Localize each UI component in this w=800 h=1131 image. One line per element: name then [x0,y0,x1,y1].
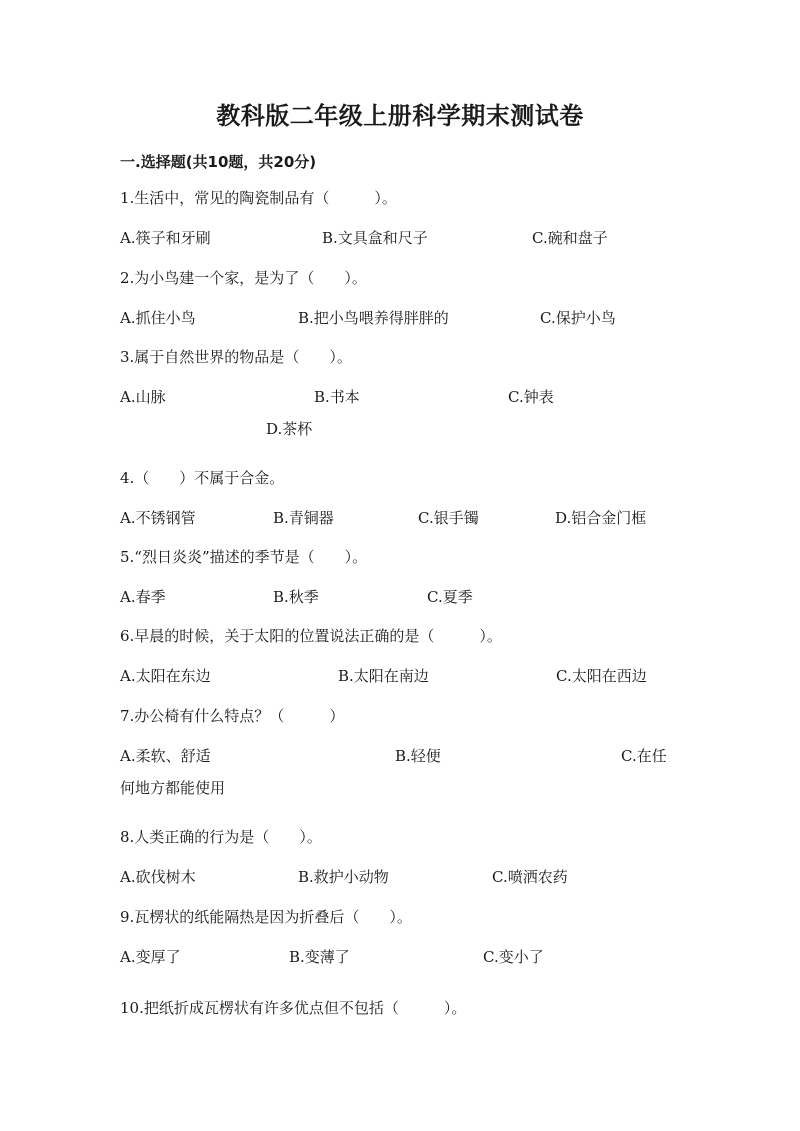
q7-option-c: C.在任 [621,747,667,765]
q6-option-a: A.太阳在东边 [120,667,211,685]
q1-option-a: A.筷子和牙刷 [120,229,211,247]
q8-option-b: B.救护小动物 [298,868,389,886]
question-9: 9.瓦楞状的纸能隔热是因为折叠后（ ）。 [120,908,412,926]
question-5: 5.“烈日炎炎”描述的季节是（ ）。 [120,548,368,566]
question-1: 1.生活中，常见的陶瓷制品有（ ）。 [120,189,397,207]
q4-option-c: C.银手镯 [418,509,479,527]
q6-option-c: C.太阳在西边 [556,667,647,685]
question-6: 6.早晨的时候，关于太阳的位置说法正确的是（ ）。 [120,627,502,645]
question-8: 8.人类正确的行为是（ ）。 [120,828,322,846]
question-7: 7.办公椅有什么特点？（ ） [120,707,345,725]
q4-option-b: B.青铜器 [273,509,334,527]
q9-option-b: B.变薄了 [289,948,350,966]
question-4: 4.（ ）不属于合金。 [120,469,285,487]
q3-option-d: D.茶杯 [266,420,313,438]
q2-option-c: C.保护小鸟 [540,309,616,327]
q9-option-c: C.变小了 [483,948,544,966]
section-heading: 一.选择题(共10题，共20分) [120,153,317,171]
question-10: 10.把纸折成瓦楞状有许多优点但不包括（ ）。 [120,999,467,1017]
q8-option-a: A.砍伐树木 [120,868,196,886]
q7-option-c-continued: 何地方都能使用 [120,779,226,797]
q4-option-d: D.铝合金门框 [555,509,647,527]
q3-option-c: C.钟表 [508,388,554,406]
q5-option-c: C.夏季 [427,588,473,606]
q5-option-a: A.春季 [120,588,166,606]
q2-option-b: B.把小鸟喂养得胖胖的 [298,309,449,327]
q5-option-b: B.秋季 [273,588,319,606]
q6-option-b: B.太阳在南边 [338,667,429,685]
q1-option-b: B.文具盒和尺子 [322,229,428,247]
question-3: 3.属于自然世界的物品是（ ）。 [120,348,352,366]
q8-option-c: C.喷洒农药 [492,868,568,886]
q2-option-a: A.抓住小鸟 [120,309,196,327]
q3-option-a: A.山脉 [120,388,166,406]
q4-option-a: A.不锈钢管 [120,509,196,527]
question-2: 2.为小鸟建一个家，是为了（ ）。 [120,269,367,287]
q9-option-a: A.变厚了 [120,948,181,966]
q7-option-a: A.柔软、舒适 [120,747,211,765]
q1-option-c: C.碗和盘子 [532,229,608,247]
q3-option-b: B.书本 [314,388,360,406]
page-title: 教科版二年级上册科学期末测试卷 [216,102,584,130]
q7-option-b: B.轻便 [395,747,441,765]
